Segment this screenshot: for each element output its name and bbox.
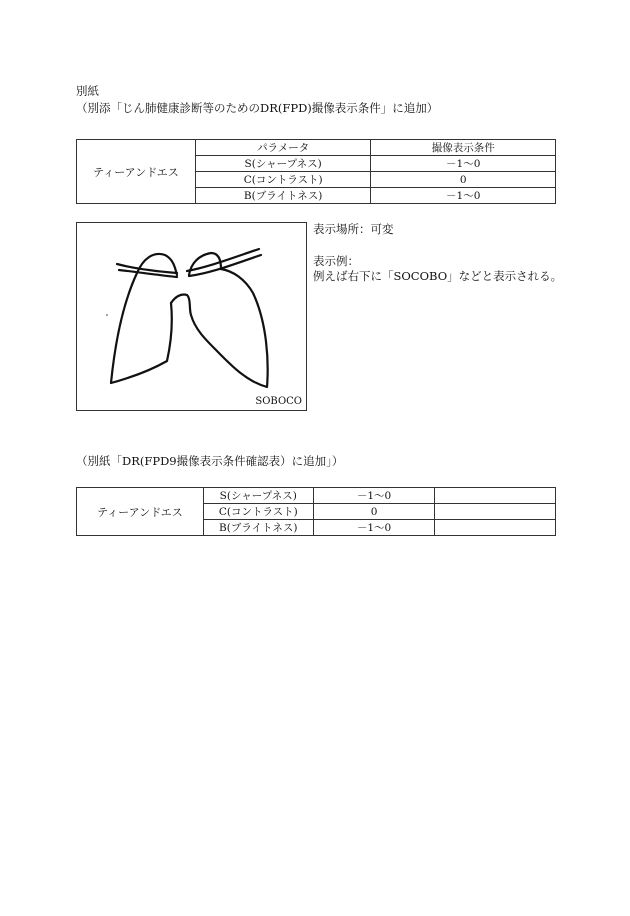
- param-cell: S(シャープネス): [203, 488, 313, 504]
- document-subtitle: （別添「じん肺健康診断等のためのDR(FPD)撮像表示条件」に追加）: [76, 101, 439, 115]
- confirmation-table: [76, 487, 556, 536]
- display-location-note: 表示場所：可変: [313, 222, 394, 236]
- value-cell: －1〜0: [371, 188, 556, 204]
- value-cell: －1〜0: [313, 520, 435, 536]
- blank-check-cell: [435, 504, 556, 520]
- display-code-overlay: SOBOCO: [255, 396, 302, 407]
- param-cell: B(ブライトネス): [203, 520, 313, 536]
- blank-check-cell: [435, 520, 556, 536]
- table-header-row: [77, 140, 556, 156]
- param-cell: C(コントラスト): [195, 172, 371, 188]
- blank-check-cell: [435, 488, 556, 504]
- vendor-name-cell: ティーアンドエス: [77, 140, 196, 204]
- value-cell: 0: [371, 172, 556, 188]
- display-example-text: 例えば右下に「SOCOBO」などと表示される。: [313, 269, 563, 283]
- header-condition: 撮像表示条件: [371, 140, 556, 156]
- conditions-table: [76, 139, 556, 204]
- value-cell: －1〜0: [371, 156, 556, 172]
- param-cell: S(シャープネス): [195, 156, 371, 172]
- table-row: [77, 488, 556, 504]
- param-cell: B(ブライトネス): [195, 188, 371, 204]
- display-example-label: 表示例：: [313, 254, 359, 268]
- chest-xray-example-figure: [76, 222, 307, 411]
- header-parameter: パラメータ: [195, 140, 371, 156]
- param-cell: C(コントラスト): [203, 504, 313, 520]
- value-cell: －1〜0: [313, 488, 435, 504]
- annex-label: 別紙: [76, 84, 99, 98]
- value-cell: 0: [313, 504, 435, 520]
- lung-outline-drawing: [77, 223, 306, 410]
- vendor-name-cell: ティーアンドエス: [77, 488, 204, 536]
- section-caption: （別紙「DR(FPD9撮像表示条件確認表）に追加」）: [76, 454, 344, 468]
